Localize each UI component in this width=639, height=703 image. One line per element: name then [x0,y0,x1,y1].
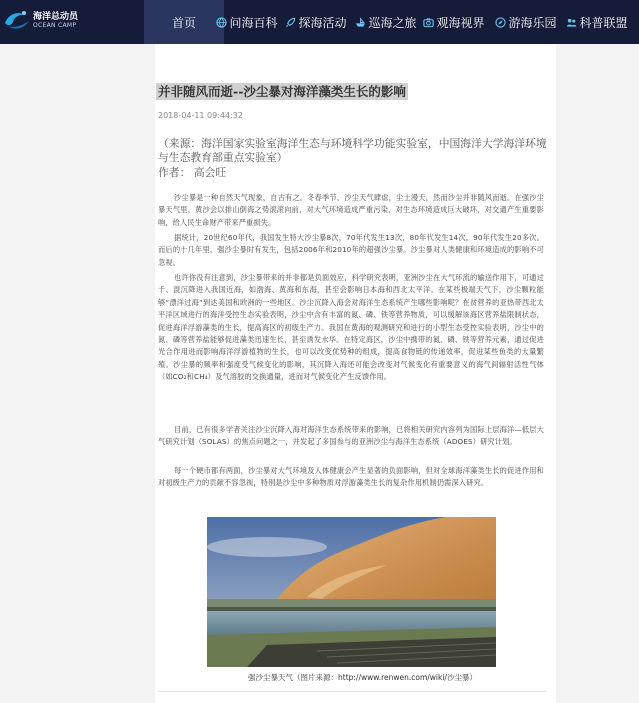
article-date: 2018-04-11 09:44:32 [158,111,243,120]
nav-item-alliance[interactable] [566,0,628,44]
rocket-icon [285,17,296,28]
nav-item-label: 首页 [171,15,196,30]
nav-item-label: 游海乐园 [508,15,557,30]
nav-item-voyage[interactable] [355,0,417,44]
article-paragraph: 目前，已有很多学者关注沙尘沉降入海对海洋生态系统带来的影响，已将相关研究内容列为国际上层海洋—低层大气研究计划（SOLAS）的焦点问题之一，并发起了多国参与的亚洲沙尘与海洋生态系统（ADOES）研究计划。 [158,425,544,447]
article-paragraph: 每一个硬币都有两面，沙尘暴对大气环境及人体健康会产生显著的负面影响，但对全球海洋藻类生长的促进作用和对初级生产力的贡献不容忽视，特别是沙尘中多种物质对浮游藻类生长的复杂作用机制仍需深入研究。 [158,466,544,488]
nav-item-label: 问海百科 [229,15,278,30]
sandstorm-photo [207,517,496,667]
ship-icon [355,17,366,28]
article-paragraph: 沙尘暴是一种自然天气现象，自古有之。冬春季节，沙尘天气肆虐，尘土漫天，然而沙尘并非随风而逝。在强沙尘暴天气里，黄沙会以排山倒海之势滚滚向前，对大气环境造成严重污染，对生态环境造成巨大破坏，对交通产生重要影响，给人民生命财产带来严重损失。 [158,193,544,227]
wave-logo-icon [4,9,30,31]
camera-icon [423,17,434,28]
compass-icon [495,17,506,28]
site-logo[interactable] [4,6,114,38]
article-paragraph: 据统计，20世纪60年代，我国发生特大沙尘暴8次，70年代发生13次，80年代发生14次，90年代发生20多次。而后的十几年里，强沙尘暴时有发生，包括2006年和2010年的超强沙尘暴。沙尘暴对人类健康和环境造成的影响不可忽视。 [158,233,544,267]
nav-item-vision[interactable] [423,0,485,44]
nav-item-activities[interactable] [285,0,347,44]
logo-text-en: OCEAN CAMP [33,22,77,29]
nav-item-label: 科普联盟 [579,15,628,30]
nav-item-label: 巡海之旅 [368,15,417,30]
nav-item-park[interactable] [495,0,557,44]
nav-item-label: 观海视界 [436,15,485,30]
nav-item-label: 探海活动 [298,15,347,30]
article-title: 并非随风而逝--沙尘暴对海洋藻类生长的影响 [158,84,406,99]
nav-item-home[interactable] [144,0,224,44]
article-divider [158,691,546,692]
globe-icon [216,17,227,28]
article-paragraph: 也许你没有注意到，沙尘暴带来的并非都是负面效应，科学研究表明，亚洲沙尘在大气环流的输送作用下，可通过千、混沉降进入我国近海，如渤海、黄海和东海，甚至会影响日本海和西北太平洋。在某些极端天气下，沙尘颗粒能够“漂洋过海”到达美国和欧洲的一些地区。沙尘沉降入海会对海洋生态系统产生哪些影响呢？在贫营养的亚热带西北太平洋区域进行的海洋受控生态实验表明，沙尘中含有丰富的氮、磷、铁等营养物质，可以缓解该海区营养盐限制状态，促进海洋浮游藻类的生长，提高海区的初级生产力。我国在黄海的观测研究和进行的小型生态受控实验表明，沙尘中的氮、磷等营养盐能够促进藻类迅速生长，甚至诱发水华。在特定海区，沙尘中携带的氮、磷、铁等营养元素，通过促进光合作用进而影响海洋浮游植物的生长，也可以改变优势种的组成，提高食物链的传递效率，促进某些鱼类的大量繁殖。沙尘暴的频率和强度受气候变化的影响，其沉降入海还可能会改变对气候变化有重要意义的海气间辐射活性气体（如CO₂和CH₄）及气溶胶的交换通量，进而对气候变化产生反馈作用。 [158,273,544,382]
people-icon [566,17,577,28]
article-author: 作者： 高会旺 [158,166,227,179]
top-nav-bar [0,0,639,44]
nav-item-encyclopedia[interactable] [216,0,278,44]
photo-caption: 强沙尘暴天气（图片来源：http://www.renwen.com/wiki/沙尘暴） [248,673,477,682]
article-source: （来源：海洋国家实验室海洋生态与环境科学功能实验室，中国海洋大学海洋环境与生态教育部重点实验室） [158,137,547,164]
logo-text-cn: 海洋总动员 [33,12,79,22]
